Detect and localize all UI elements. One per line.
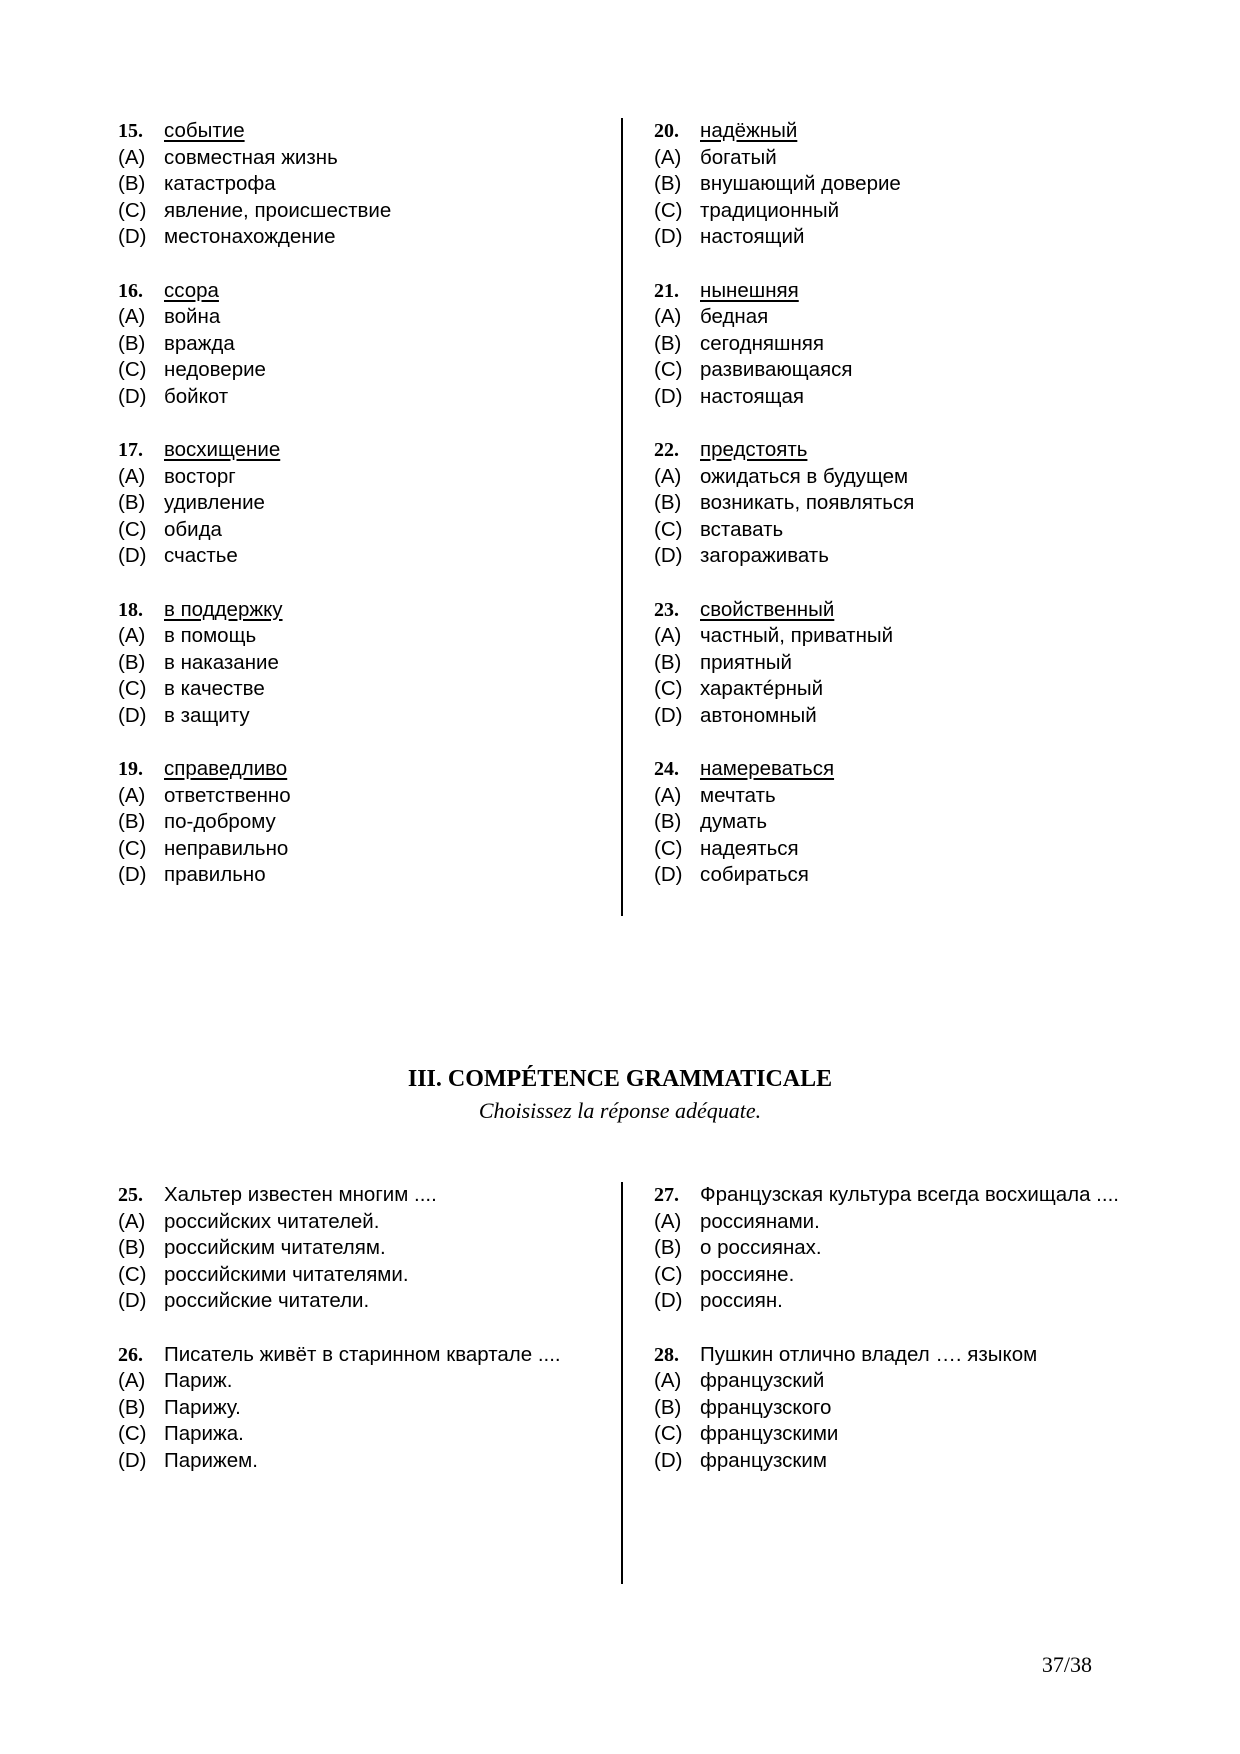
option-label: (D) — [118, 1448, 147, 1472]
column-divider — [621, 118, 623, 916]
question-line — [118, 437, 602, 464]
option-text: российскими читателями. — [164, 1262, 409, 1286]
option-text: французским — [700, 1448, 827, 1472]
answer-option — [118, 1262, 602, 1289]
vocabulary-section — [118, 118, 1122, 916]
option-label: (B) — [654, 1395, 682, 1419]
option-label: (D) — [654, 384, 683, 408]
question-line — [654, 1182, 1122, 1209]
option-text: российских читателей. — [164, 1209, 380, 1233]
question-item — [654, 1342, 1122, 1475]
section-title: III. COMPÉTENCE GRAMMATICALE — [407, 1066, 833, 1092]
option-text: сегодняшняя — [700, 331, 824, 355]
answer-option — [654, 384, 1122, 411]
option-label: (C) — [654, 677, 683, 700]
question-line — [654, 756, 1122, 783]
option-text: настоящий — [700, 225, 805, 248]
answer-option — [654, 357, 1122, 384]
target-word: событие — [164, 119, 245, 142]
option-label: (C) — [118, 677, 147, 700]
question-line — [654, 597, 1122, 624]
option-label: (A) — [654, 783, 682, 807]
answer-option — [118, 490, 602, 517]
option-text: россиянами. — [700, 1209, 820, 1233]
option-text: Парижу. — [164, 1395, 241, 1419]
option-text: возникать, появляться — [700, 491, 915, 514]
question-line — [118, 1342, 602, 1369]
question-prompt: Французская культура всегда восхищала .... — [700, 1183, 1119, 1206]
option-label: (C) — [118, 517, 147, 541]
option-text: французскими — [700, 1422, 839, 1445]
option-label: (D) — [654, 1448, 683, 1472]
question-number: 21. — [654, 279, 679, 302]
option-text: внушающий доверие — [700, 172, 901, 195]
answer-option — [654, 836, 1122, 863]
option-label: (B) — [118, 331, 146, 355]
answer-option — [654, 783, 1122, 810]
question-line — [118, 118, 602, 145]
answer-option — [118, 517, 602, 544]
question-number: 18. — [118, 598, 143, 621]
option-label: (A) — [118, 1209, 146, 1233]
target-word: намереваться — [700, 757, 835, 780]
question-item — [118, 597, 602, 730]
option-label: (A) — [654, 305, 682, 328]
option-text: богатый — [700, 145, 777, 169]
option-label: (A) — [118, 783, 146, 807]
target-word: свойственный — [700, 597, 835, 621]
answer-option — [118, 198, 602, 225]
option-text: правильно — [164, 863, 266, 886]
option-text: загораживать — [700, 544, 829, 567]
option-label: (D) — [118, 863, 147, 886]
question-prompt: Пушкин отлично владел …. языком — [700, 1342, 1038, 1366]
question-item — [118, 1342, 602, 1475]
option-label: (C) — [654, 1422, 683, 1445]
question-line — [118, 1182, 602, 1209]
target-word: надёжный — [700, 119, 798, 142]
option-text: неправильно — [164, 836, 289, 860]
answer-option — [654, 703, 1122, 730]
answer-option — [654, 171, 1122, 198]
option-text: в качестве — [164, 677, 265, 700]
target-word: нынешняя — [700, 278, 799, 302]
question-number: 28. — [654, 1343, 679, 1366]
answer-option — [118, 862, 602, 889]
answer-option — [118, 171, 602, 198]
grammar-right-column — [654, 1182, 1122, 1501]
answer-option — [654, 623, 1122, 650]
answer-option — [654, 145, 1122, 172]
option-label: (C) — [654, 198, 683, 222]
option-text: недоверие — [164, 358, 266, 381]
option-label: (D) — [118, 544, 147, 567]
answer-option — [654, 1421, 1122, 1448]
option-text: частный, приватный — [700, 624, 894, 647]
option-text: ожидаться в будущем — [700, 464, 909, 488]
question-item — [654, 756, 1122, 889]
question-number: 26. — [118, 1343, 143, 1366]
answer-option — [118, 703, 602, 730]
option-label: (A) — [654, 145, 682, 169]
answer-option — [118, 543, 602, 570]
option-text: обида — [164, 517, 222, 541]
option-label: (A) — [654, 1209, 682, 1233]
question-line — [654, 118, 1122, 145]
option-label: (C) — [654, 358, 683, 381]
question-line — [654, 1342, 1122, 1369]
answer-option — [654, 198, 1122, 225]
option-label: (B) — [654, 650, 682, 674]
question-item — [654, 1182, 1122, 1315]
option-text: россиян. — [700, 1289, 783, 1312]
option-label: (A) — [118, 145, 146, 169]
option-label: (C) — [654, 1262, 683, 1286]
answer-option — [118, 836, 602, 863]
option-text: российские читатели. — [164, 1289, 370, 1312]
option-text: в помощь — [164, 624, 257, 647]
option-label: (D) — [654, 1289, 683, 1312]
question-item — [654, 278, 1122, 411]
option-text: Париж. — [164, 1369, 233, 1392]
option-label: (A) — [654, 624, 682, 647]
answer-option — [118, 357, 602, 384]
option-text: Парижем. — [164, 1448, 258, 1472]
option-label: (D) — [118, 384, 147, 408]
question-item — [654, 118, 1122, 251]
option-label: (C) — [654, 836, 683, 860]
answer-option — [118, 384, 602, 411]
option-label: (B) — [654, 491, 682, 514]
answer-option — [118, 145, 602, 172]
answer-option — [654, 224, 1122, 251]
question-number: 27. — [654, 1184, 679, 1206]
answer-option — [654, 331, 1122, 358]
answer-option — [118, 464, 602, 491]
option-text: удивление — [164, 491, 265, 514]
question-number: 25. — [118, 1184, 143, 1206]
option-text: бедная — [700, 305, 769, 328]
question-item — [654, 437, 1122, 570]
option-label: (C) — [118, 1262, 147, 1286]
option-text: Парижа. — [164, 1422, 244, 1445]
target-word: справедливо — [164, 757, 288, 780]
answer-option — [654, 543, 1122, 570]
page-number: 37/38 — [1041, 1652, 1092, 1677]
answer-option — [654, 304, 1122, 331]
answer-option — [118, 224, 602, 251]
option-text: бойкот — [164, 384, 229, 408]
option-label: (D) — [654, 225, 683, 248]
answer-option — [118, 676, 602, 703]
answer-option — [654, 1235, 1122, 1262]
option-text: местонахождение — [164, 225, 336, 248]
option-label: (B) — [654, 810, 682, 833]
option-label: (B) — [654, 172, 682, 195]
answer-option — [118, 650, 602, 677]
answer-option — [118, 1395, 602, 1422]
option-text: о россиянах. — [700, 1236, 822, 1259]
option-text: ответственно — [164, 783, 291, 807]
option-label: (D) — [654, 544, 683, 567]
question-number: 17. — [118, 439, 143, 461]
option-text: счастье — [164, 544, 238, 567]
option-text: французского — [700, 1395, 832, 1419]
option-text: война — [164, 305, 221, 328]
question-number: 22. — [654, 439, 679, 461]
option-label: (D) — [654, 703, 683, 727]
option-label: (A) — [118, 305, 146, 328]
answer-option — [654, 862, 1122, 889]
option-text: российским читателям. — [164, 1236, 386, 1259]
option-label: (B) — [118, 1395, 146, 1419]
vocabulary-right-column — [654, 118, 1122, 916]
option-label: (B) — [654, 331, 682, 355]
option-label: (D) — [118, 1289, 147, 1312]
option-text: автономный — [700, 703, 817, 727]
question-number: 15. — [118, 120, 143, 142]
option-text: по-доброму — [164, 810, 276, 833]
question-line — [654, 437, 1122, 464]
target-word: восхищение — [164, 438, 281, 461]
question-line — [118, 597, 602, 624]
target-word: в поддержку — [164, 597, 283, 621]
option-text: совместная жизнь — [164, 145, 338, 169]
option-text: развивающаяся — [700, 358, 853, 381]
question-number: 20. — [654, 120, 679, 142]
answer-option — [654, 1288, 1122, 1315]
answer-option — [654, 1395, 1122, 1422]
question-prompt: Писатель живёт в старинном квартале .... — [164, 1342, 561, 1366]
answer-option — [654, 1209, 1122, 1236]
question-item — [118, 437, 602, 570]
target-word: предстоять — [700, 438, 808, 461]
answer-option — [118, 331, 602, 358]
option-label: (C) — [118, 358, 147, 381]
answer-option — [654, 464, 1122, 491]
option-text: катастрофа — [164, 172, 276, 195]
vocabulary-left-column — [118, 118, 602, 916]
option-text: мечтать — [700, 783, 776, 807]
answer-option — [118, 1209, 602, 1236]
option-label: (C) — [118, 1422, 147, 1445]
option-text: россияне. — [700, 1262, 795, 1286]
question-item — [118, 756, 602, 889]
answer-option — [654, 1448, 1122, 1475]
option-label: (A) — [654, 464, 682, 488]
question-item — [118, 118, 602, 251]
question-number: 16. — [118, 279, 143, 302]
option-text: характéрный — [700, 677, 824, 700]
option-label: (D) — [654, 863, 683, 886]
question-item — [118, 278, 602, 411]
option-label: (B) — [654, 1236, 682, 1259]
answer-option — [654, 517, 1122, 544]
option-label: (B) — [118, 172, 146, 195]
option-label: (C) — [118, 198, 147, 222]
option-label: (B) — [118, 1236, 146, 1259]
section-instruction: Choisissez la réponse adéquate. — [478, 1098, 762, 1123]
option-label: (B) — [118, 650, 146, 674]
option-label: (A) — [118, 464, 146, 488]
option-text: собираться — [700, 863, 809, 886]
answer-option — [118, 304, 602, 331]
option-text: в наказание — [164, 650, 279, 674]
question-line — [118, 756, 602, 783]
question-prompt: Хальтер известен многим .... — [164, 1183, 437, 1206]
answer-option — [118, 783, 602, 810]
option-label: (B) — [118, 491, 146, 514]
question-item — [118, 1182, 602, 1315]
option-text: французский — [700, 1369, 825, 1392]
question-item — [654, 597, 1122, 730]
option-text: явление, происшествие — [164, 198, 392, 222]
answer-option — [118, 1368, 602, 1395]
question-line — [118, 278, 602, 305]
option-text: надеяться — [700, 836, 799, 860]
answer-option — [118, 1235, 602, 1262]
answer-option — [654, 490, 1122, 517]
grammar-section — [118, 1182, 1122, 1584]
option-label: (C) — [118, 836, 147, 860]
answer-option — [654, 1368, 1122, 1395]
option-label: (D) — [118, 703, 147, 727]
option-text: настоящая — [700, 384, 805, 408]
option-text: вставать — [700, 517, 784, 541]
answer-option — [654, 809, 1122, 836]
option-text: восторг — [164, 464, 236, 488]
grammar-left-column — [118, 1182, 602, 1501]
option-label: (D) — [118, 225, 147, 248]
option-label: (B) — [118, 810, 146, 833]
option-label: (C) — [654, 517, 683, 541]
answer-option — [118, 1448, 602, 1475]
question-number: 23. — [654, 598, 679, 621]
answer-option — [654, 676, 1122, 703]
option-label: (A) — [118, 1369, 146, 1392]
option-text: вражда — [164, 331, 235, 355]
option-label: (A) — [654, 1369, 682, 1392]
option-text: традиционный — [700, 198, 840, 222]
answer-option — [654, 1262, 1122, 1289]
option-text: в защиту — [164, 703, 250, 727]
option-text: думать — [700, 810, 768, 833]
option-label: (A) — [118, 624, 146, 647]
answer-option — [118, 1288, 602, 1315]
column-divider — [621, 1182, 623, 1584]
question-line — [654, 278, 1122, 305]
target-word: ссора — [164, 278, 219, 302]
option-text: приятный — [700, 650, 792, 674]
answer-option — [118, 809, 602, 836]
question-number: 24. — [654, 758, 679, 780]
question-number: 19. — [118, 758, 143, 780]
answer-option — [118, 623, 602, 650]
answer-option — [654, 650, 1122, 677]
answer-option — [118, 1421, 602, 1448]
